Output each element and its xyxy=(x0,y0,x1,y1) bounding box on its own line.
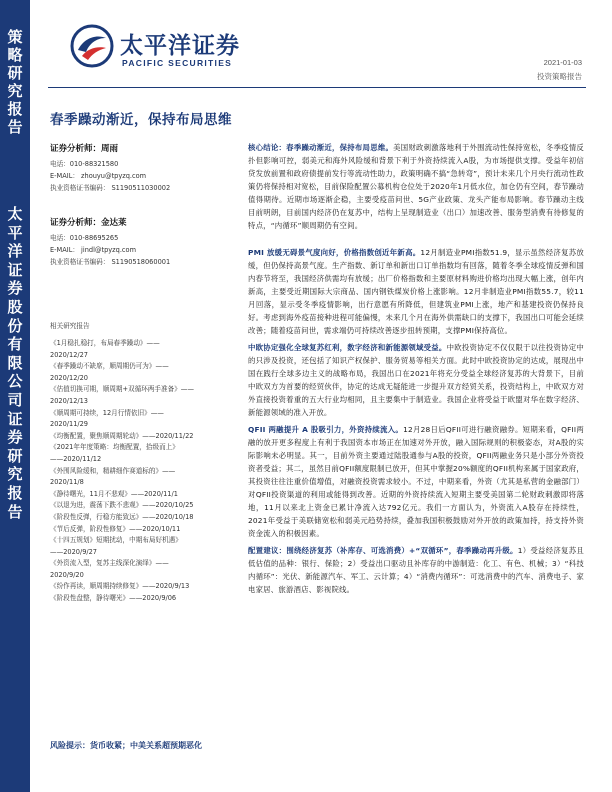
report-category: 投资策略报告 xyxy=(537,72,582,81)
paragraph-body: 12月制造业PMI指数51.9，显示虽然经济复苏放缓，但仍保持高景气度。生产指数、新订单和新出口订单指数均有回落，随着冬季全球疫情反弹和国内春节将至，我国经济供需均有放缓；出厂价格指数和主要原材料购进价格均出现大幅上涨，创年内新高，主要受近期国际大宗商品、国内钢铁煤炭价格上涨影响。12月非制造业PMI指数55.7，较11月回落，显示受冬季疫情影响，出行意愿有所降低，但建筑业PMI上涨，地产和基建投资仍保持良好。考虑到海外疫苗接种进程可能偏慢，未来几个月在海外供需缺口的支撑下，我国出口可能会延续改善；随着疫苗问世，需求端仍可持续改善逐步扭转预期，支撑PMI保持高位。 xyxy=(248,248,585,335)
paragraph-lead: 配置建议：围绕经济复苏（补库存、可选消费）+“双循环”，春季躁动再升级。 xyxy=(248,546,518,555)
logo-chinese-name: 太平洋证券 xyxy=(120,33,240,59)
related-report-item: 2020/11/8 xyxy=(50,478,84,487)
related-reports-heading: 相关研究报告 xyxy=(50,322,90,330)
sidebar xyxy=(0,0,30,792)
related-report-item: 《阶段性盘整，静待曙光》——2020/9/06 xyxy=(50,594,177,603)
related-report-item: 2020/12/13 xyxy=(50,396,89,405)
related-report-item: 《十四五规划》短期扰动，中期布局好机遇》 xyxy=(50,536,182,545)
related-report-item: 2020/12/20 xyxy=(50,373,89,382)
related-report-item: 《静待曙光，11月不悲观》——2020/11/1 xyxy=(50,489,178,498)
risk-text: 货币收紧；中美关系超预期恶化 xyxy=(90,741,202,750)
analyst-name: 证券分析师：周雨 xyxy=(50,144,119,154)
analyst-name: 证券分析师：金达莱 xyxy=(50,218,127,228)
paragraph-china-eu xyxy=(248,341,584,419)
paragraph-body: 美国财政刺激落地利于外围流动性保持宽松，冬季疫情反扑但影响可控，弱美元和海外风险缓和背景下利于外资持续流入A股，为市场提供支撑。受益年初信贷发放前置和政府债提前发行等流动性助力，政策明确不搞“急转弯”，预计未来几个月央行流动性政策仍将保持相对宽松，目前保险配置公募机构仓位处于2020年1月低水位，加仓仍有空间，春节躁动值得期待。近期市场逐渐企稳，主要受疫苗问世、5G产业政策、龙头产能布局影响。春节躁动主线目前明朗，目前国内经济仍在复苏中，结构上呈现制造业（出口）加速改善、服务型消费有待修复的特点，“内循环”顺周期仍有空间。 xyxy=(248,143,584,230)
report-type-vertical: 策略研究报告 xyxy=(7,28,23,136)
related-report-item: ——2020/9/27 xyxy=(50,547,97,556)
paragraph-allocation xyxy=(248,544,584,596)
related-report-item: 《以退为进，震荡下跌不悲观》——2020/10/25 xyxy=(50,501,194,510)
paragraph-pmi xyxy=(248,246,584,337)
related-report-item: 2020/9/20 xyxy=(50,570,84,579)
analyst-info xyxy=(50,142,242,268)
related-report-item: 《节后反弹，阶段性修复》——2020/10/11 xyxy=(50,524,181,533)
paragraph-lead: PMI 放缓无碍景气度向好，价格指数创近年新高。 xyxy=(248,248,421,257)
related-report-item: 2020/11/29 xyxy=(50,420,89,429)
company-logo xyxy=(70,24,250,80)
main-content xyxy=(248,141,584,600)
analyst-email: E-MAIL： zhouyu@tpyzq.com xyxy=(50,172,147,180)
report-date: 2021-01-03 xyxy=(543,58,582,67)
paragraph-qfii xyxy=(248,423,584,540)
pacific-logo-icon xyxy=(70,24,114,68)
related-report-item: 《阶段性反弹，行稳方能致远》——2020/10/18 xyxy=(50,512,194,521)
related-report-item: 《外围风险缓和，精耕细作赛道标的》—— xyxy=(50,466,176,475)
related-reports-list xyxy=(50,338,242,605)
paragraph-body: 中欧投资协定不仅仅限于以往投资协定中的只涉及投资，还包括了知识产权保护、服务贸易等相关方面。此时中欧投资协定的达成，展现出中国在践行全球多边主义的战略布局，我国出口在2021年将充分受益全球经济复苏的大背景下，目前中欧双方为首要的经贸伙伴，协定的达成无疑能进一步提升双方经贸关系，投资结构上，中欧双方对外直接投资着重的五大行业均相同，且主要集中于制造业。我国企业将受益于欧盟对华在数字经济、新能源领域的准入开放。 xyxy=(248,343,585,417)
paragraph-body: 1）受益经济复苏且低估值的品种：银行、保险；2）受益出口驱动且补库存的中游制造：化工、有色、机械；3）“科技内循环”：光伏、新能源汽车、军工、云计算；4）“消费内循环”：可选消费中的汽车、消费电子、家电家居、旅游酒店、影视院线。 xyxy=(248,546,584,594)
related-report-item: 《1月稳扎稳打，布局春季躁动》—— xyxy=(50,339,160,347)
risk-label: 风险提示： xyxy=(50,741,90,750)
analyst-block xyxy=(50,142,242,194)
logo-english-name: PACIFIC SECURITIES xyxy=(122,58,233,68)
related-report-item: 《外资流入型，复苏主线深化演绎》—— xyxy=(50,559,169,568)
paragraph-lead: 核心结论：春季躁动渐近，保持布局思维。 xyxy=(248,143,394,152)
related-report-item: ——2020/11/12 xyxy=(50,454,102,463)
header-divider xyxy=(48,87,586,88)
analyst-phone: 电话：010-88695265 xyxy=(50,234,119,242)
paragraph-lead: QFII 两融提升 A 股吸引力，外资持续流入。 xyxy=(248,425,404,434)
analyst-license: 执业资格证书编码： S1190511030002 xyxy=(50,184,171,192)
related-report-item: 《纷作再读，顺周期持续修复》——2020/9/13 xyxy=(50,582,190,591)
analyst-phone: 电话：010-88321580 xyxy=(50,160,119,168)
related-report-item: 《均衡配置，聚焦顺周期轮动》——2020/11/22 xyxy=(50,431,194,440)
related-report-item: 《估值切换可期，顺周期+双循环两手准备》—— xyxy=(50,385,194,394)
related-report-item: 《2021年年度策略：均衡配置，拾级而上》 xyxy=(50,443,179,452)
related-report-item: 《顺周期可持续，12月行情依旧》—— xyxy=(50,408,164,417)
analyst-license: 执业资格证书编码： S1190518060001 xyxy=(50,258,171,266)
paragraph-core-conclusion xyxy=(248,141,584,232)
analyst-email: E-MAIL： jindl@tpyzq.com xyxy=(50,246,137,254)
related-report-item: 《春季躁动不缺席，顺周期仍可为》—— xyxy=(50,362,169,371)
company-name-vertical: 太平洋证券股份有限公司证券研究报告 xyxy=(7,205,23,521)
risk-warning xyxy=(50,739,240,752)
related-report-item: 2020/12/27 xyxy=(50,350,89,359)
paragraph-body: 12月28日后QFII可进行融资融券。短期来看，QFII两融的放开更多程度上有利于我国资本市场正在加速对外开放，融入国际规则的积极姿态，对A股的实际影响未必明显。其一，目前外资主要通过陆股通参与A股的投资，QFII两融业务只是小部分外资投资者受益；其二，虽然目前QFII额度限制已放开，但其中掌握20%额度的QFII机构来属于国家政府，其投资往往注重价值增值，对融资投资需求较小。不过，中期来看，外资（尤其是私营的金融部门）对QFII投资渠道的利用或能得到改善。近期的外资持续流入短期主要受美国第二轮财政刺激即将落地，11月以来北上资金已累计净流入达792亿元。我们一方面认为，外资流入A股存在持续性，2021年受益于美联储宽松和弱美元趋势持续，叠加我国积极鼓励对外开放的政策加持，持支持外资资金流入的积极因素。 xyxy=(248,425,584,538)
report-title: 春季躁动渐近，保持布局思维 xyxy=(50,112,232,128)
analyst-block xyxy=(50,216,242,268)
paragraph-lead: 中欧协定强化全球复苏红利，数字经济和新能源领域受益。 xyxy=(248,343,447,352)
